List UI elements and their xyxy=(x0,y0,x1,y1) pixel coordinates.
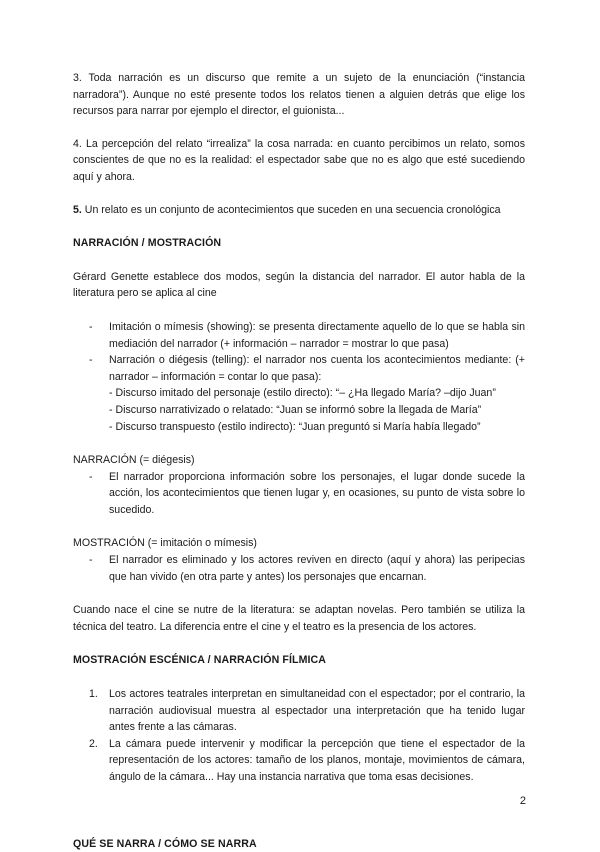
mostracion-list xyxy=(73,552,525,585)
sub-item-direct: - Discurso imitado del personaje (estilo directo): “– ¿Ha llegado María? –dijo Juan” xyxy=(109,387,496,400)
paragraph-5-number: 5. xyxy=(73,203,82,216)
paragraph-5 xyxy=(73,202,525,219)
list-item-mimesis: - Imitación o mímesis (showing): se presenta directamente aquello de lo que se habla sin mediación del narrador (+ información – narrador = mostrar lo que pasa) xyxy=(89,320,525,350)
heading-que-se-narra: QUÉ SE NARRA / CÓMO SE NARRA xyxy=(73,837,257,850)
page-number: 2 xyxy=(519,795,526,807)
list-item-mostracion: - El narrador es eliminado y los actores reviven en directo (aquí y ahora) las peripecias que han vivido (en otra parte y antes) los personajes que encarnan. xyxy=(89,554,525,583)
sub-item-narrativized: - Discurso narrativizado o relatado: “Juan se informó sobre la llegada de María” xyxy=(109,403,482,416)
modes-list xyxy=(73,319,525,435)
sub-item-transposed: - Discurso transpuesto (estilo indirecto): “Juan preguntó si María había llegado” xyxy=(109,420,481,433)
heading-narracion-mostracion: NARRACIÓN / MOSTRACIÓN xyxy=(73,237,222,250)
numbered-list xyxy=(73,686,525,786)
paragraph-5-text: Un relato es un conjunto de acontecimientos que suceden en una secuencia cronológica xyxy=(81,203,501,216)
label-mostracion: MOSTRACIÓN (= imitación o mímesis) xyxy=(73,537,257,550)
document-page xyxy=(73,70,525,852)
paragraph-4: 4. La percepción del relato “irrealiza” la cosa narrada: en cuanto percibimos un relato, somos conscientes de que no es la realidad: el espectador sabe que no es algo que esté sucediendo aquí y ahora. xyxy=(73,137,525,183)
narracion-list xyxy=(73,469,525,519)
label-narracion: NARRACIÓN (= diégesis) xyxy=(73,454,195,467)
list-item-narracion: - El narrador proporciona información sobre los personajes, el lugar donde sucede la acción, los acontecimientos que tienen lugar y, en ocasiones, su punto de vista sobre lo sucedido. xyxy=(89,470,525,516)
paragraph-cine-teatro: Cuando nace el cine se nutre de la literatura: se adaptan novelas. Pero también se utiliza la técnica del teatro. La diferencia entre el cine y el teatro es la presencia de los actores. xyxy=(73,604,525,633)
list-item: 1. Los actores teatrales interpretan en simultaneidad con el espectador; por el contrario, la narración audiovisual muestra al espectador una interpretación que ha tenido lugar antes frente a las cámaras. xyxy=(89,688,525,734)
list-item: 2. La cámara puede intervenir y modificar la percepción que tiene el espectador de la representación de los actores: tamaño de los planos, montaje, movimientos de cámara, ángulo de la cámara... Hay una instancia narrativa que toma esas decisiones. xyxy=(89,737,525,783)
heading-mostracion-escenica: MOSTRACIÓN ESCÉNICA / NARRACIÓN FÍLMICA xyxy=(73,654,327,667)
paragraph-genette: Gérard Genette establece dos modos, según la distancia del narrador. El autor habla de la literatura pero se aplica al cine xyxy=(73,270,525,300)
paragraph-3: 3. Toda narración es un discurso que remite a un sujeto de la enunciación (“instancia narradora”). Aunque no esté presente todos los relatos tienen a alguien detrás que elige los recursos para narrar por ejemplo el director, el guionista... xyxy=(73,72,525,118)
list-item-diegesis: - Narración o diégesis (telling): el narrador nos cuenta los acontecimientos mediante: (+ narrador – información = contar lo que pasa): - Discurso imitado del personaje (estilo directo): “– ¿Ha llegado María? –dijo Juan” - Discurso narrativizado o relatado: “Juan se informó sobre la llegada de María” - Discurso transpuesto (estilo indirecto): “Juan preguntó si María había llegado” xyxy=(73,352,525,435)
